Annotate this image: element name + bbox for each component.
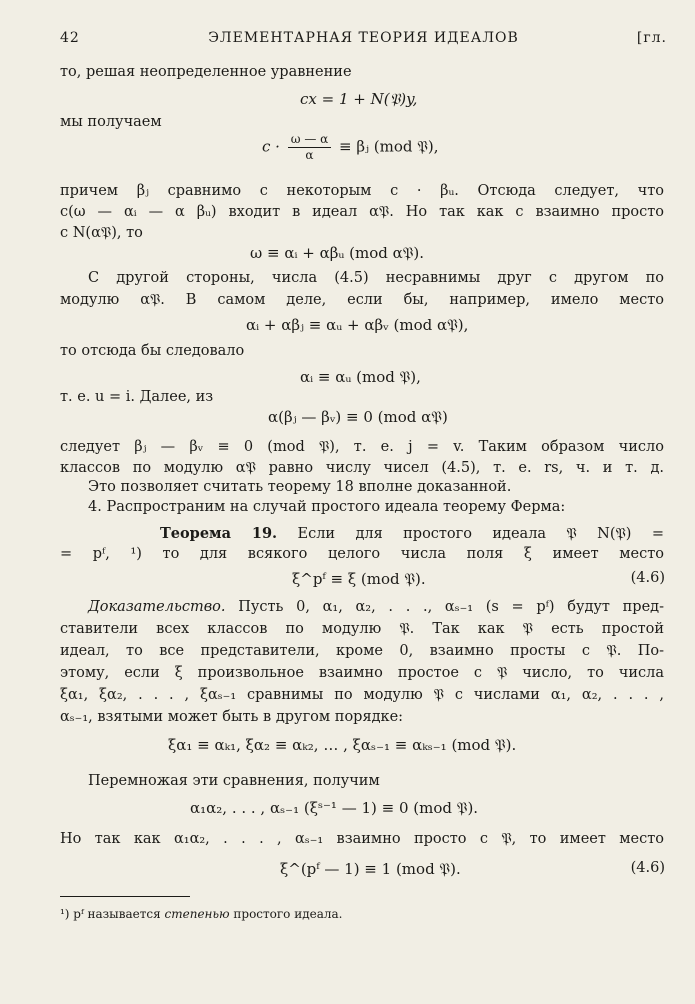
text-line: 4. Распространим на случай простого идеала теорему Ферма: — [88, 499, 566, 515]
formula: cx = 1 + N(𝔓)y, — [300, 90, 418, 108]
text-line: классов по модулю α𝔓 равно числу чисел (4.5), т. е. rs, ч. и т. д. — [60, 460, 664, 476]
theorem-label: Теорема 19. — [160, 525, 278, 542]
formula: αᵢ + αβⱼ ≡ αᵤ + αβᵥ (mod α𝔓), — [246, 316, 469, 334]
formula: ξ^(pᶠ — 1) ≡ 1 (mod 𝔓). — [280, 860, 461, 878]
theorem-text: Если для простого идеала 𝔓 N(𝔓) = — [297, 526, 664, 542]
formula: ξ^pᶠ ≡ ξ (mod 𝔓). — [292, 570, 426, 588]
equation-number: (4.6) — [630, 570, 665, 586]
text-line: идеал, то все представители, кроме 0, взаимно просты с 𝔓. По- — [60, 643, 664, 659]
formula: α₁α₂, . . . , αₛ₋₁ (ξˢ⁻¹ — 1) ≡ 0 (mod 𝔓). — [190, 799, 479, 817]
text-line: этому, если ξ произвольное взаимно простое с 𝔓 число, то числа — [60, 665, 664, 681]
fraction-denominator: α — [305, 148, 314, 162]
footnote-text-rest: простого идеала. — [233, 907, 343, 921]
formula-part: ≡ βⱼ (mod 𝔓), — [339, 137, 439, 156]
theorem-line — [160, 524, 664, 544]
text-line: то, решая неопределенное уравнение — [60, 64, 352, 80]
footnote-mark: ¹) pᶠ — [60, 907, 84, 921]
text-line: то отсюда бы следовало — [60, 343, 245, 359]
text-line: следует βⱼ — βᵥ ≡ 0 (mod 𝔓), т. е. j = v. Таким образом число — [60, 439, 664, 455]
formula: ξα₁ ≡ αₖ₁, ξα₂ ≡ αₖ₂, … , ξαₛ₋₁ ≡ αₖₛ₋₁ (mod 𝔓). — [168, 736, 517, 754]
equation-number: (4.6) — [630, 860, 665, 876]
chapter-marker: [гл. — [636, 30, 667, 46]
text-line: т. е. u = i. Далее, из — [60, 389, 214, 405]
formula: α(βⱼ — βᵥ) ≡ 0 (mod α𝔓) — [268, 408, 448, 426]
text-line: модулю α𝔓. В самом деле, если бы, например, имело место — [60, 292, 664, 308]
page-number: 42 — [60, 30, 80, 46]
fraction-numerator: ω — α — [288, 132, 332, 148]
running-title: ЭЛЕМЕНТАРНАЯ ТЕОРИЯ ИДЕАЛОВ — [208, 30, 519, 46]
proof-text: Пусть 0, α₁, α₂, . . ., αₛ₋₁ (s = pᶠ) будут пред- — [238, 599, 665, 615]
fraction — [288, 132, 332, 163]
footnote-emphasis: степенью — [164, 907, 230, 921]
text-line: мы получаем — [60, 114, 162, 130]
text-line: с N(α𝔓), то — [60, 225, 143, 241]
text-line: ставители всех классов по модулю 𝔓. Так как 𝔓 есть простой — [60, 621, 664, 637]
formula: ω ≡ αᵢ + αβᵤ (mod α𝔓). — [250, 244, 425, 262]
formula: αᵢ ≡ αᵤ (mod 𝔓), — [300, 368, 421, 386]
proof-line — [88, 597, 664, 617]
footnote — [60, 907, 342, 921]
text-line: αₛ₋₁, взятыми может быть в другом порядке: — [60, 709, 404, 725]
theorem-line: = pᶠ, ¹) то для всякого целого числа поля ξ имеет место — [60, 546, 664, 562]
running-header — [60, 30, 667, 50]
text-line: ξα₁, ξα₂, . . . , ξαₛ₋₁ сравнимы по модулю 𝔓 с числами α₁, α₂, . . . , — [60, 687, 664, 703]
formula-fraction — [262, 132, 439, 163]
text-line: причем βⱼ сравнимо с некоторым c · βᵤ. Отсюда следует, что — [60, 183, 664, 199]
text-line: Но так как α₁α₂, . . . , αₛ₋₁ взаимно просто с 𝔓, то имеет место — [60, 831, 664, 847]
formula-part: c · — [262, 137, 280, 156]
footnote-divider — [60, 896, 190, 897]
text-line: С другой стороны, числа (4.5) несравнимы друг с другом по — [88, 270, 664, 286]
text-line: Перемножая эти сравнения, получим — [88, 773, 380, 789]
proof-label: Доказательство. — [88, 599, 226, 615]
footnote-text: называется — [87, 907, 161, 921]
text-line: c(ω — αᵢ — α βᵤ) входит в идеал α𝔓. Но так как c взаимно просто — [60, 204, 664, 220]
text-line: Это позволяет считать теорему 18 вполне доказанной. — [88, 479, 512, 495]
